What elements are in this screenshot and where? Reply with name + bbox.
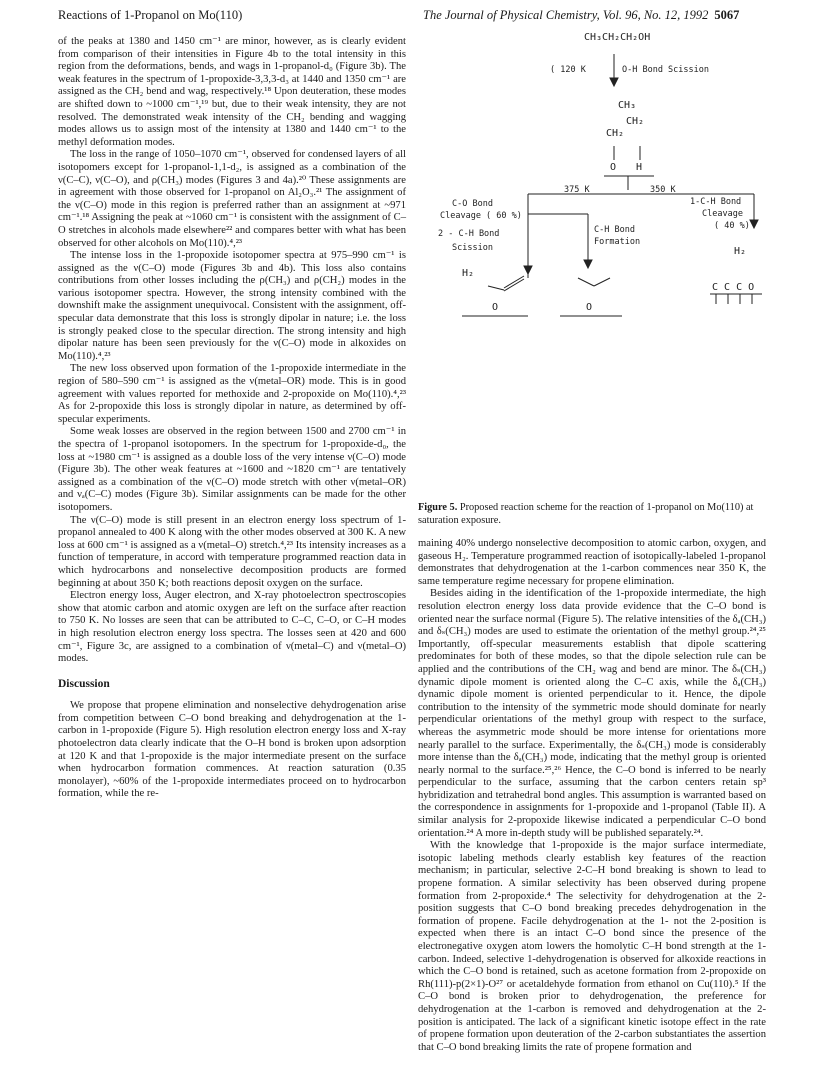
hydrogen-label: H [636, 162, 643, 173]
caption-text: Proposed reaction scheme for the reaction of 1-propanol on Mo(110) at saturation exposure. [418, 502, 754, 526]
oxygen-label: O [610, 162, 617, 173]
journal-citation: The Journal of Physical Chemistry, Vol. 96, No. 12, 1992 [423, 8, 709, 22]
surface-ccco-label: C C C O [712, 282, 755, 293]
ch2-scission-label-2: Scission [452, 243, 493, 253]
running-header-left: Reactions of 1-Propanol on Mo(110) [58, 8, 243, 22]
co-cleavage-label-1: C-O Bond [452, 199, 493, 209]
surface-oxygen-mid: O [586, 302, 593, 313]
right-column [418, 538, 766, 1054]
reaction-scheme-diagram [418, 28, 766, 498]
arrow-scission-head [524, 266, 532, 274]
propane-bond-2 [594, 278, 610, 286]
methylene-group-label-b: CH₂ [606, 128, 625, 139]
temperature-375: 375 K [564, 185, 590, 195]
ch2-scission-label-1: 2 - C-H Bond [438, 229, 500, 239]
figure-caption [418, 502, 766, 527]
paragraph: The loss in the range of 1050–1070 cm⁻¹, observed for condensed layers of all isotopomers except for 1-propanol-1,1-d₂, is assigned as a combination of the ν(C–C), ν(C–O), and ρ(CH₃) modes (Figures 3 and 4a).²⁰ These assignments are in agreement with those observed for 1-propanol on Al₂O₃.²¹ The assignment of the ν(C–O) mode in this region is preferred rather than an assignment at ~971 cm⁻¹.¹⁸ Assigning the peak at ~1060 cm⁻¹ is consistent with the assignment of C–O stretches in alcohols made elsewhere²² and compares better with what has been observed for other alcohols on Mo(110).⁴,²³ [58, 149, 406, 249]
paragraph: maining 40% undergo nonselective decomposition to atomic carbon, oxygen, and gaseous H₂. Temperature programmed reaction of isotopically-labeled 1-propanol demonstrates that dehydrogenation at the 1-carbon commences near 350 K, the same temperature regime necessary for propene elimination. [418, 538, 766, 587]
methylene-group-label-a: CH₂ [626, 116, 645, 127]
caption-label: Figure 5. [418, 502, 458, 513]
reactant-formula: CH₃CH₂CH₂OH [584, 32, 651, 43]
arrow-right-head [750, 220, 758, 228]
h2-product-right: H₂ [734, 246, 747, 257]
paragraph: The new loss observed upon formation of the 1-propoxide intermediate in the region of 580–590 cm⁻¹ is assigned as the ν(metal–OR) mode. This is in good agreement with values reported for methoxide and 2-propoxide on Mo(110).⁴,²³ As for 2-propoxide this loss is strongly dipolar in nature, as determined by off-specular experiments. [58, 363, 406, 425]
paragraph: Some weak losses are observed in the region between 1500 and 2700 cm⁻¹ in the spectra of 1-propanol isotopomers. In the spectrum for 1-propoxide-d₀, the loss at ~1980 cm⁻¹ is assigned as a double loss of the very intense ν(C–O) mode (Figure 3b). The other weak features at ~1600 and ~1820 cm⁻¹ are tentatively assigned as a combination of the ν(C–O) mode stretch with other ν(metal–OR) and νₐ(C–C) modes (Figure 3b). Similar assignments can be made for the other isotopomers. [58, 426, 406, 513]
arrow-formation-head [584, 260, 592, 268]
arrow-step1-head [610, 78, 618, 86]
ch-formation-label-1: C-H Bond [594, 225, 635, 235]
paragraph: The intense loss in the 1-propoxide isotopomer spectra at 975–990 cm⁻¹ is assigned as the ν(C–O) mode (Figures 3b and 4b). This loss also contains contributions from other losses including the ρ(CH₃) and ρ(CH₂) modes in the various isotopomer spectra. However, the strong intensity combined with the downshift make the assignment unequivocal. Consistent with the assignment, off-specular data demonstrate that this loss is strongly dipolar in nature; i.e. the loss is strongly peaked close to the specular direction. The strong intensity and high dipolar nature has been seen previously for the ν(C–O) mode in alkoxides on Mo(110).⁴,²³ [58, 250, 406, 362]
section-heading: Discussion [58, 677, 110, 690]
ch-formation-label-2: Formation [594, 237, 641, 247]
ch1-cleavage-label-1: 1-C-H Bond [690, 197, 742, 207]
propene-bond-0 [488, 286, 504, 290]
paragraph: With the knowledge that 1-propoxide is the major surface intermediate, isotopic labeling methods clearly establish key features of the reaction mechanism; in particular, selective 2-C–H bond breaking is shown to lead to propene formation. A similar selectivity has been observed during propene formation from 2-propoxide.⁴ The selectivity for dehydrogenation at the 2-position suggests that C–O bond breaking precedes dehydrogenation in the formation of propene. Facile dehydrogenation at the 1- not the 2-position is expected when there is an intact C–O bond since the presence of the electronegative oxygen atom lowers the homolytic C–H bond strength at the 1-carbon. Indeed, selective 1-dehydrogenation is observed for alkoxide reactions in which the C–O bond is retained, such as acetone formation from 2-propoxide on Rh(111)-p(2×1)-O²⁷ or acetaldehyde formation from ethanol on Cu(110).⁵ If the C–O bond is broken prior to dehydrogenation, the preference for dehydrogenation at the 1-carbon is removed and dehydrogenation at the 2-position is anticipated. The lack of a significant kinetic isotope effect in the rate of propene formation upon deuteration of the 2-carbon substantiates the assertion that C–O bond breaking limits the rate of propene formation and [418, 840, 766, 1053]
left-column [58, 36, 406, 801]
propene-bond-1 [504, 276, 524, 288]
paragraph: Besides aiding in the identification of the 1-propoxide intermediate, the high resolution electron energy loss data provide evidence that the C–O bond is oriented near the surface normal (Figure 5). The relative intensities of the δₐ(CH₃) and δₛ(CH₃) modes are used to estimate the orientation of the methyl group.²⁴,²⁵ Importantly, off-specular measurements establish that dipole scattering predominates for both of these modes, so that the dipole selection rule can be applied and the contributions of the CH₂ wag and bend are minor. The δₛ(CH₃) dynamic dipole moment is oriented along the C–C axis, while the δₐ(CH₃) dynamic dipole moment is oriented perpendicular to it. Hence, the dipole contribution to the intensity of the symmetric mode should dominate for nearly perpendicular orientations of the methyl group with respect to the surface, whereas the asymmetric mode should be more intense for orientations more nearly parallel to the surface. Experimentally, the δₛ(CH₃) mode is considerably more intense than the δₐ(CH₃) mode, indicating that the methyl group is oriented nearly normal to the surface.²⁵,²⁶ Hence, the C–O bond is inferred to be nearly perpendicular to the surface, assuming that the carbon centers retain sp³ hybridization and tetrahedral bond angles. This assumption is warranted based on the correspondence in assignments for 1-propoxide and 1-propanol (Table II). A similar analysis for 2-propoxide likewise indicated a perpendicular C–O bond orientation.²⁴ A more in-depth study will be published separately.²⁴. [418, 588, 766, 839]
figure-5-reaction-scheme [418, 28, 766, 498]
paragraph: The ν(C–O) mode is still present in an electron energy loss spectrum of 1-propanol annealed to 400 K along with the other modes observed at 300 K. A new loss at 600 cm⁻¹ is assigned as a ν(metal–O) stretch.⁴,²³ Its intensity increases as a function of temperature, in accord with temperature programmed reaction data in which hydrocarbons and nonselective decomposition products are formed beginning at about 350 K; both reactions deposit oxygen on the surface. [58, 514, 406, 589]
ch1-cleavage-label-3: ( 40 %) [714, 221, 750, 231]
running-header-journal [423, 8, 739, 23]
page-number: 5067 [714, 8, 740, 22]
temperature-350: 350 K [650, 185, 676, 195]
h2-product-left: H₂ [462, 268, 475, 279]
surface-oxygen-left: O [492, 302, 499, 313]
propene-bond-1b [504, 279, 524, 291]
ch1-cleavage-label-2: Cleavage [702, 209, 743, 219]
paragraph: Electron energy loss, Auger electron, and X-ray photoelectron spectroscopies show that atomic carbon and atomic oxygen are left on the surface after reaction to 750 K. No losses are seen that can be attributed to C–C, C–O, or C–H modes in high resolution electron energy loss spectra. The losses seen at 420 and 600 cm⁻¹, Figure 3c, are assigned to a combination of ν(metal–C) and ν(metal–O) modes. [58, 590, 406, 665]
co-cleavage-label-2: Cleavage ( 60 %) [440, 211, 522, 221]
methyl-group-label: CH₃ [618, 100, 637, 111]
propane-bond-1 [578, 278, 594, 286]
paragraph: of the peaks at 1380 and 1450 cm⁻¹ are minor, however, as is clearly evident from comparison of their intensities in Figure 4b to the total intensity in this region from the deformations, bends, and wags in 1-propanol-d₀ (Figure 3b). The weak features in the spectrum of 1-propoxide-3,3,3-d₃ at 1440 and 1350 cm⁻¹ are assigned as the CH₂ bend and wag, respectively.¹⁸ Upon deuteration, these modes are shifted down to ~1000 cm⁻¹,¹⁹ but, due to their weak intensity, they are not resolved. The demonstrated weak intensity of the CH₂ bending and wagging modes allows us to assign most of the intensity at 1380 and 1440 cm⁻¹ to the methyl deformation modes. [58, 36, 406, 148]
step1-temperature: ( 120 K [550, 65, 586, 75]
step1-label: O-H Bond Scission [622, 65, 709, 75]
paragraph: We propose that propene elimination and nonselective dehydrogenation arise from competition between C–O bond breaking and dehydrogenation at the 1-carbon in 1-propoxide (Figure 5). High resolution electron energy loss and X-ray photoelectron data clearly indicate that the O–H bond is broken upon adsorption at 120 K and that 1-propoxide is the major intermediate present on the surface when hydrocarbon formation commences. At reaction saturation (0.35 monolayer), ~60% of the 1-propoxide intermediates proceed on to hydrocarbon formation, while the re- [58, 700, 406, 800]
